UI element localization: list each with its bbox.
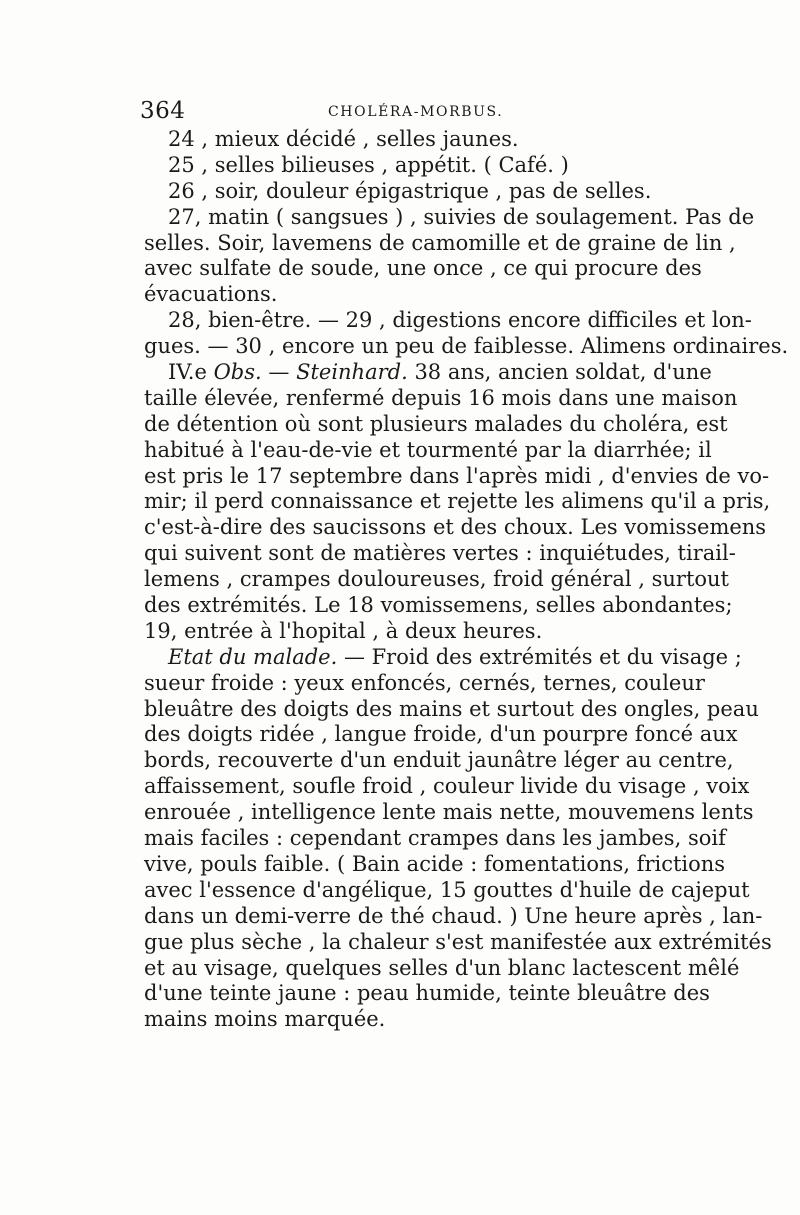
patient-name: Steinhard. — [296, 360, 408, 385]
text-line: taille élevée, renfermé depuis 16 mois dans une maison — [144, 385, 738, 410]
text-line: évacuations. — [144, 282, 278, 307]
text-line: d'une teinte jaune : peau humide, teinte bleuâtre des — [144, 981, 710, 1006]
text-line: dans un demi-verre de thé chaud. ) Une heure après , lan- — [144, 903, 763, 928]
text-line: avec sulfate de soude, une once , ce qui procure des — [144, 256, 702, 281]
text-line: qui suivent sont de matières vertes : inquiétudes, tirail- — [144, 541, 736, 566]
text-line: 19, entrée à l'hopital , à deux heures. — [144, 618, 543, 643]
page-header — [140, 98, 660, 128]
observation-label: Obs. — [213, 360, 262, 385]
text-line: bleuâtre des doigts des mains et surtout des ongles, peau — [144, 696, 759, 721]
text-line: et au visage, quelques selles d'un blanc lactescent mêlé — [144, 955, 740, 980]
text-line: bords, recouverte d'un enduit jaunâtre léger au centre, — [144, 748, 734, 773]
text-line: 25 , selles bilieuses , appétit. ( Café. ) — [168, 152, 569, 177]
observation-number: IV.e — [168, 360, 214, 385]
text-line: des extrémités. Le 18 vomissemens, selles abondantes; — [144, 593, 733, 618]
observation-text: 38 ans, ancien soldat, d'une — [407, 360, 712, 385]
text-line: mais faciles : cependant crampes dans les jambes, soif — [144, 826, 726, 851]
body-text — [144, 127, 789, 1033]
text-line: enrouée , intelligence lente mais nette, mouvemens lents — [144, 800, 754, 825]
text-line: habitué à l'eau-de-vie et tourmenté par la diarrhée; il — [144, 437, 712, 462]
text-line: est pris le 17 septembre dans l'après midi , d'envies de vo- — [144, 463, 770, 488]
text-line: lemens , crampes douloureuses, froid général , surtout — [144, 567, 729, 592]
text-line: mir; il perd connaissance et rejette les alimens qu'il a pris, — [144, 489, 771, 514]
text-line: selles. Soir, lavemens de camomille et de graine de lin , — [144, 230, 736, 255]
section-label: Etat du malade. — [168, 644, 338, 669]
text-line: 28, bien-être. — 29 , digestions encore difficiles et lon- — [168, 308, 752, 333]
section-text: — Froid des extrémités et du visage ; — [337, 644, 742, 669]
text-line: 27, matin ( sangsues ) , suivies de soulagement. Pas de — [168, 204, 755, 229]
text-line: mains moins marquée. — [144, 1007, 386, 1032]
page-number: 364 — [140, 98, 186, 124]
text-line: gues. — 30 , encore un peu de faiblesse. Alimens ordinaires. — [144, 334, 789, 359]
text-line: avec l'essence d'angélique, 15 gouttes d'huile de cajeput — [144, 877, 750, 902]
running-head: CHOLÉRA-MORBUS. — [328, 104, 504, 120]
text-line: vive, pouls faible. ( Bain acide : fomentations, frictions — [144, 851, 726, 876]
observation-heading-line — [144, 360, 712, 386]
text-line: 26 , soir, douleur épigastrique , pas de selles. — [168, 178, 652, 203]
text-line: des doigts ridée , langue froide, d'un pourpre foncé aux — [144, 722, 738, 747]
text-line: gue plus sèche , la chaleur s'est manifestée aux extrémités — [144, 929, 772, 954]
text-line: 24 , mieux décidé , selles jaunes. — [168, 127, 519, 151]
dash: — — [261, 360, 297, 385]
text-line: sueur froide : yeux enfoncés, cernés, ternes, couleur — [144, 670, 705, 695]
text-line: de détention où sont plusieurs malades du choléra, est — [144, 411, 728, 436]
section-heading-line — [144, 644, 742, 671]
text-line: c'est-à-dire des saucissons et des choux. Les vomissemens — [144, 515, 767, 540]
text-line: affaissement, soufle froid , couleur livide du visage , voix — [144, 774, 750, 799]
